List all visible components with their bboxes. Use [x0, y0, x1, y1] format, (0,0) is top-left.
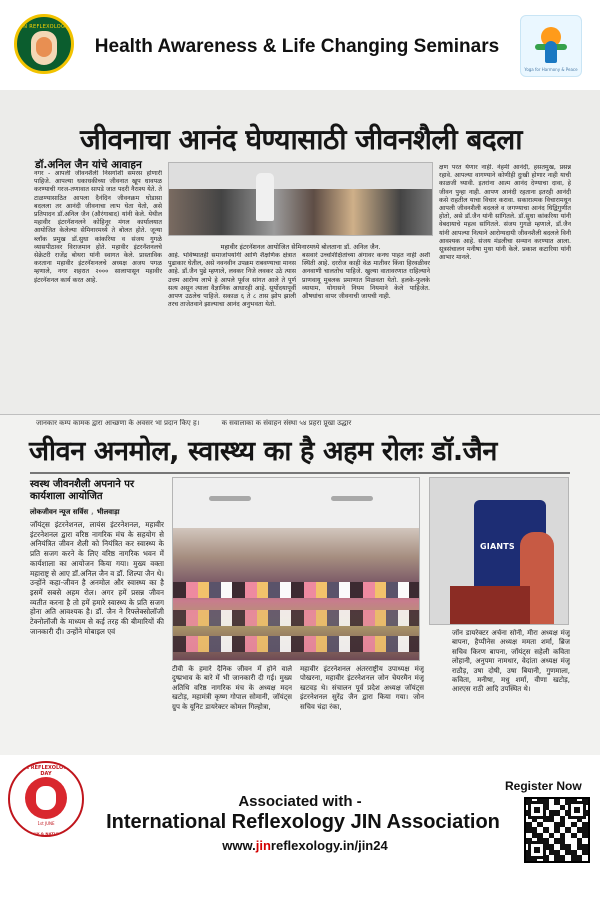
clipping-subhead-marathi: डॉ.अनिल जैन यांचे आवाहन — [35, 159, 142, 171]
clipping-topline — [36, 419, 556, 428]
hand-icon — [36, 786, 56, 810]
seminar-photo-speaker — [168, 162, 433, 236]
news-credit: लोकजीवन न्यूज सर्विस , भीलवाड़ा — [30, 508, 120, 516]
article-column-5: जॉयंट्स इंटरनेशनल, लायंस इंटरनेशनल, महावीर इंटरनेशनल द्वारा वरिष्ठ नागरिक मंच के सहयोग से अनियंत्रित जीवन शैली को नियंत्रित कर स्वास्थ्य के प्रति सजग करने के लिए वरिष्ठ नागरिक भवन में कार्यशाला का आयोजन किया गया। मुख्य वक्ता महाराष्ट्र से आए डॉ.अनिल जैन व डॉ. शिल्पा जैन थे। उन्होंने कहा-जीवन है अनमोल और स्वास्थ्य का है इसमें सबसे अहम रोल। अगर हमें प्रसन्न जीवन व्यतीत करना है तो हमें हमारे स्वास्थ्य के प्रति सजग होना अति आवश्यक है। डॉ. जैन ने रिफ्लेक्सोलॉजी टेक्नोलॉजी के माध्यम से कई तरह की बीमारियों की जानकारी दी। उन्होंने मोबाइल एवं — [30, 520, 164, 636]
workshop-audience-photo — [172, 477, 420, 661]
article-column-2: आहे. भविष्यातही समाजोपयोगी आणि शैक्षणिक क्षेत्रात पुढाकार घेतील, असे नवनवीन उपक्रम राबवण्याचा मानस आहे. डॉ.जैन पुढे म्हणाले, लवकर निजे लवकर उठे त्यास उत्तम आरोग्य लाभे हे आपले पूर्वज सांगत आले ते पूर्ण सत्य असून त्याला वैज्ञानिक आधारही आहे. सूर्योदयापूर्वी आपण उठलेच पाहिजे. सकाळ ६ ते ८ तास झोप झाली तरच ताजेतवाने झाल्याचा आनंद अनुभवता येतो. — [168, 252, 296, 309]
newspaper-clipping-hindi — [0, 415, 600, 755]
podium-speaker-photo — [429, 477, 569, 625]
badge-text: JIN REFLEXOLOGY DAY — [21, 765, 71, 777]
qr-code-icon[interactable] — [524, 797, 590, 863]
photo-caption: महावीर इंटरनॅशनल आयोजित सेमिनारमध्ये बोलताना डॉ. अनिल जैन. — [220, 243, 381, 251]
article-column-7: महावीर इंटरनेशनल अंतरराष्ट्रीय उपाध्यक्ष मंजू पोखरना, महावीर इंटरनेशनल जोन चेयरमैन मंजू खटवड़ थे। संचालन पूर्व प्रदेश अध्यक्ष जॉयंट्स इंटरनेशनल सुरेंद्र जैन द्वारा किया गया। जोन सचिव चंद्रा रंका, — [300, 665, 424, 711]
yoga-day-logo — [520, 15, 582, 77]
associated-label: Associated with - — [238, 793, 362, 810]
clipping-headline-marathi: जीवनाचा आनंद घेण्यासाठी जीवनशैली बदला — [80, 123, 522, 156]
newspaper-clipping-marathi — [0, 90, 600, 415]
header — [0, 0, 600, 90]
topline-right: क सवालाका क संवाहन संस्था ५४ प्रहरा प्रूखा उद्धार — [221, 419, 352, 427]
logo-left-text: JIN REFLEXOLOGY — [19, 23, 69, 30]
credit-place: भीलवाड़ा — [96, 508, 120, 516]
association-name: International Reflexology JIN Association — [106, 811, 500, 833]
article-column-6: टीवी के हमारे दैनिक जीवन में होने वाले दुष्प्रभाव के बारे में भी जानकारी दी गई। मुख्य अतिथि वरिष्ठ नागरिक मंच के अध्यक्ष मदन खटोड़, महामंत्री कृष्ण गोपाल सोमानी, जॉयंट्स ग्रुप के यूनिट डायरेक्टर कोमल गिल्होत्रा, — [172, 665, 292, 711]
yoga-icon — [532, 27, 570, 65]
jin-reflexology-logo — [14, 14, 74, 74]
register-label: Register Now — [505, 779, 582, 793]
divider — [30, 472, 570, 474]
url-suffix: reflexology.in/jin24 — [270, 838, 388, 853]
foot-icon — [31, 31, 57, 65]
banner-text: GIANTS — [480, 542, 515, 551]
clipping-headline-hindi: जीवन अनमोल, स्वास्थ्य का है अहम रोलः डॉ.जैन — [29, 436, 497, 467]
page-title: Health Awareness & Life Changing Seminars — [94, 36, 500, 57]
reflexology-day-badge — [8, 761, 84, 837]
url-highlight: jin — [255, 838, 271, 853]
badge-year: 1st JUNE — [37, 821, 55, 826]
credit-source: लोकजीवन न्यूज सर्विस — [30, 508, 89, 516]
badge-bottom-text: HEALTHY & NATURAL LIFE — [20, 831, 76, 836]
article-column-1: नगर - आपली जीवनशैली निसर्गाशी समरस होणारी पाहिजे. आपल्या धकाधकीच्या जीवनात खूप धावपळ करण्याची गरज-तणावात सापडे जात पदरी नैराश्य येते. ते टाळण्यासाठित आपला दैनंदिन जीवनक्रम घोडासा बदलला तर आनंदी जीवनाचा लाभ घेता येतो, असे प्रतिपादन डॉ.अनिल जैन (औरंगाबाद) यांनी केले. येथील महावीर इंटरनॅशनलने कोहिनूर मंगल कार्यालयात आयोजित केलेल्या सेमिनारमध्ये ते बोलत होते. जून्या ब्लॉक प्रमुख डॉ.सुधा कांकरिया व संजय गुगळे व्यासपीठावर विराजमान होते. महावीर इंटरनॅशनलचे सेक्रेटरी राजेंद्र बोथरा यांनी स्वागत केले. प्रास्ताविक करताना महावीर इंटरनॅशनलचे अध्यक्ष अजय पगळ म्हणाले, नगर शहरात २००० सालापासून महावीर इंटरनॅशनल कार्य करत आहे. — [34, 170, 162, 284]
url-prefix: www. — [222, 838, 256, 853]
article-column-3: बसवारे उच्चशिक्षितांच्या अंगावर कनघ पाहत नाही अशी स्थिती आहे. दररोज काही वेळ मातीवर किंवा हिरवळीवर अनवाणी चालतोच पाहिजे. खुल्या वातावरणात राहिल्याने प्राणवायू मुबलक प्रमाणात मिळवता येतो. हलके-फुलके व्यायाम, योगासने नियम नियमाने केले पाहिजेत. औषधांचा वापर जीवनाची जायची नाही. — [302, 252, 430, 301]
website-link[interactable] — [170, 838, 440, 853]
article-column-8: जॉन डायरेक्टर अर्चना सोनी, मीरा अध्यक्ष मंजू बापना, हैप्पीनेस अध्यक्ष ममता शर्मा, ब्रिज सचिव किरण बापना, जॉयंट्स सहेली कविता लोहानी, अनुपमा नामधार, वेदांता अध्यक्ष मंजू राठौड़, उषा दोषी, उषा बियानी, गुणमाला, कविता, मनीषा, मधु शर्मा, वीणा खटोड़, आरएस राठी आदि उपस्थित थे। — [452, 629, 570, 694]
footer — [0, 755, 600, 900]
logo-right-text: Yoga for Harmony & Peace — [524, 67, 578, 72]
topline-left: जानकार कम्प कामक द्वारा आच्छणा के अवसर भा प्रदान किए ह। — [36, 419, 200, 427]
clipping-subhead-hindi: स्वस्थ जीवनशैली अपनाने पर कार्यशाला आयोजित — [30, 479, 135, 502]
article-column-4: क्षण परत येणार नाही. नेहमी आनंदी, हसतमुख, प्रसन्न रहावे. आपल्या वागण्याने कोणीही दुःखी होणार नाही याची काळजी घ्यावी. इतरांना आत्म आनंद देण्याचा दावा, हे जीवन पुन्हा नाही. आपण आनंदी रहताना इतरही आनंदी कसे राहतील याचा विचार करावा. सकारात्मक विचारामधून आपली जीवनशैली बदलले व जगण्याचा आनंद घिद्विगुणीत होतो, असे डॉ.जैन यांनी सांगितले. डॉ.सुधा कांकरिया यांनी वेबदायाचे महत्व सांगितले. संजय गुगळे म्हणाले, डॉ.जैन यांनी आपल्या नित्याने आरोग्यदायी जीवनशैली बदलले विनी आवश्यक आहे. संजय मंडलीचा सन्मान करण्यात आला. सूत्रसंचालन मनीषा मुथा यांनी केले. प्रकाश कटारिया यांनी आभार मानले. — [439, 164, 571, 262]
